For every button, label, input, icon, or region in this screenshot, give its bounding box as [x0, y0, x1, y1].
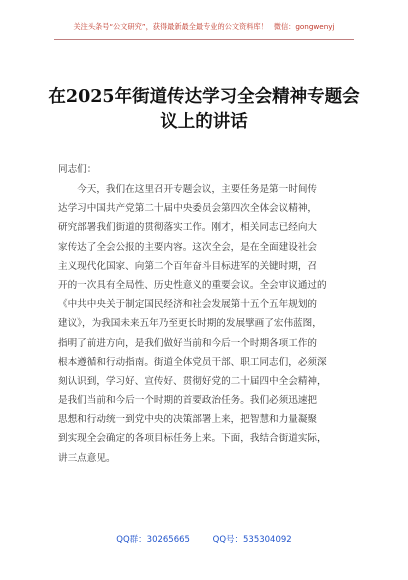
header-wechat-text: 微信：gongwenyj	[273, 22, 335, 31]
body-line: 《中共中央关于制定国民经济和社会发展第十五个五年规划的	[58, 299, 318, 311]
body-line: 是我们当前和今后一个时期的首要政治任务。我们必须迅速把	[58, 395, 318, 407]
title-line-1: 在2025年街道传达学习全会精神专题会	[48, 87, 360, 107]
document-title	[46, 85, 362, 135]
body-line: 家传达了全会公报的主要内容。这次全会，是在全面建设社会	[58, 241, 318, 253]
body-line: 讲三点意见。	[58, 452, 116, 464]
footer-qq-group: QQ群：30265665	[116, 535, 190, 545]
body-line: 研究部署我们街道的贯彻落实工作。刚才，相关同志已经向大	[58, 222, 318, 234]
footer-contacts	[0, 534, 408, 546]
header-divider	[54, 39, 354, 40]
body-line: 达学习中国共产党第二十届中央委员会第四次全体会议精神，	[58, 203, 318, 215]
body-paragraph	[58, 180, 352, 468]
body-line: 建议》，为我国未来五年乃至更长时期的发展擘画了宏伟蓝图，	[58, 318, 322, 330]
body-line: 开的一次具有全局性、历史性意义的重要会议。全会审议通过的	[58, 279, 327, 291]
body-line: 到实现全会确定的各项目标任务上来。下面，我结合街道实际，	[58, 433, 327, 445]
body-line: 指明了前进方向，是我们做好当前和今后一个时期各项工作的	[58, 337, 318, 349]
body-line: 今天，我们在这里召开专题会议，主要任务是第一时间传	[77, 184, 318, 195]
body-line: 刻认识到，学习好、宣传好、贯彻好党的二十届四中全会精神，	[58, 375, 327, 387]
body-line: 思想和行动统一到党中央的决策部署上来，把智慧和力量凝聚	[58, 414, 318, 426]
footer-qq-number: QQ号：535304092	[212, 535, 292, 545]
header-promo-text: 关注头条号“公文研究”，获得最新最全最专业的公文资料库！	[73, 22, 268, 31]
salutation: 同志们：	[58, 164, 97, 175]
body-line: 主义现代化国家、向第二个百年奋斗目标进军的关键时期，召	[58, 260, 318, 272]
header-note	[0, 22, 408, 32]
body-line: 根本遵循和行动指南。街道全体党员干部、职工同志们，必须深	[58, 356, 327, 368]
title-line-2: 议上的讲话	[160, 112, 248, 132]
